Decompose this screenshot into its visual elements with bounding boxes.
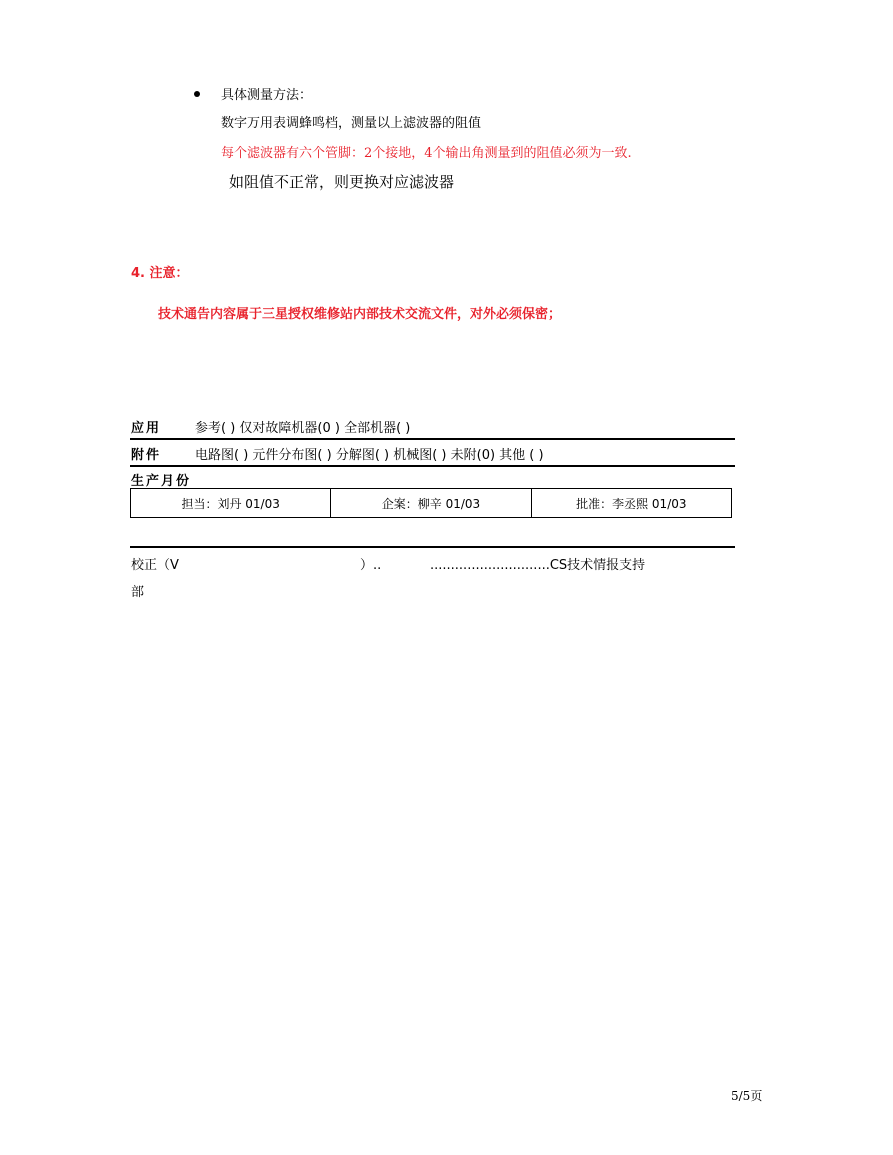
page-number: 5/5页 [731, 1089, 763, 1103]
apply-text: 参考( ) 仅对故障机器(0 ) 全部机器( ) [195, 421, 411, 436]
correction-mid: ）.. [360, 558, 382, 573]
method-line-3: 如阻值不正常，则更换对应滤波器 [229, 173, 455, 191]
method-line-2: 每个滤波器有六个管脚：2个接地，4个输出角测量到的阻值必须为一致. [221, 146, 632, 161]
method-heading: 具体测量方法： [221, 88, 313, 103]
sign-cell-planner: 企案：柳辛 01/03 [331, 489, 531, 517]
attach-text: 电路图( ) 元件分布图( ) 分解图( ) 机械图( ) 未附(0) 其他 ( ) [195, 448, 544, 463]
bullet-icon [194, 91, 200, 97]
apply-label: 应用 [131, 421, 162, 436]
note-heading: 4. 注意： [131, 266, 189, 281]
note-text: 技术通告内容属于三星授权维修站内部技术交流文件，对外必须保密； [158, 307, 562, 322]
sign-cell-owner: 担当：刘丹 01/03 [131, 489, 331, 517]
divider [130, 438, 735, 440]
divider [130, 546, 735, 548]
method-line-1: 数字万用表调蜂鸣档，测量以上滤波器的阻值 [221, 116, 482, 131]
attach-label: 附件 [131, 448, 162, 463]
production-month-label: 生产月份 [131, 474, 192, 489]
correction-right: .............................CS技术情报支持 [430, 558, 646, 573]
divider [130, 465, 735, 467]
correction-wrap: 部 [131, 585, 145, 600]
sign-cell-approver: 批准：李丞熙 01/03 [576, 496, 687, 511]
correction-left: 校正（V [131, 558, 179, 573]
signature-table [130, 488, 732, 518]
